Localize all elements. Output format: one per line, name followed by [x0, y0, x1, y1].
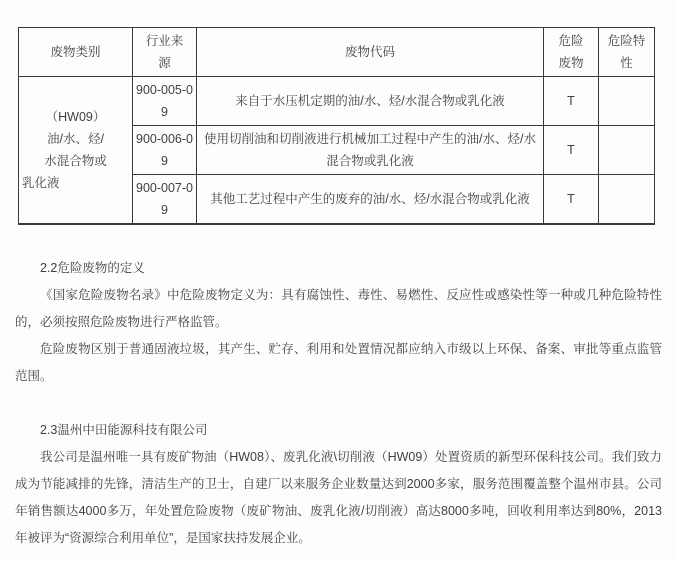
- category-line: （HW09）: [45, 110, 106, 124]
- header-cell-waste-category: [19, 28, 133, 77]
- table-header-row: [19, 28, 655, 77]
- header-cell-waste-code: [197, 28, 544, 77]
- waste-description-cell: 其他工艺过程中产生的废弃的油/水、烃/水混合物或乳化液: [197, 175, 544, 225]
- table-row: [19, 77, 655, 126]
- characteristic-cell: [599, 77, 655, 126]
- category-line: 油/水、烃/: [47, 132, 104, 146]
- header-cell-hazard-characteristic: [599, 28, 655, 77]
- characteristic-cell: [599, 175, 655, 225]
- header-label: 废物代码: [344, 45, 395, 59]
- waste-code-cell: 900-007-09: [133, 175, 197, 225]
- waste-category-cell: [19, 77, 133, 225]
- section-heading: 2.3温州中田能源科技有限公司: [40, 423, 208, 437]
- section-heading: 2.2危险废物的定义: [40, 261, 145, 275]
- waste-description-cell: 使用切削油和切削液进行机械加工过程中产生的油/水、烃/水混合物或乳化液: [197, 126, 544, 175]
- waste-code-cell: 900-006-09: [133, 126, 197, 175]
- paragraph: 我公司是温州唯一具有废矿物油（HW08）、废乳化液\切削液（HW09）处置资质的新型环保科技公司。我们致力成为节能减排的先锋，清洁生产的卫士，自建厂以来服务企业数量达到2000多家，服务范围覆盖整个温州市县。公司年销售额达4000多万，年处置危险废物（废矿物油、废乳化液/切削液）高达8000多吨，回收利用率达到80%，2013年被评为“资源综合利用单位”，是国家扶持发展企业。: [15, 450, 662, 545]
- header-label: 行业来源: [145, 34, 184, 70]
- hazardous-flag-cell: T: [544, 126, 599, 175]
- waste-code-cell: 900-005-09: [133, 77, 197, 126]
- hazardous-flag-cell: T: [544, 77, 599, 126]
- header-label: 危险特性: [607, 34, 646, 70]
- header-cell-hazardous-waste: [544, 28, 599, 77]
- document-body: [15, 255, 662, 552]
- header-cell-industry-source: [133, 28, 197, 77]
- category-line: 乳化液: [22, 176, 60, 190]
- category-line: 水混合物或: [44, 154, 107, 168]
- section-2-2: [15, 255, 662, 390]
- characteristic-cell: [599, 126, 655, 175]
- hazardous-waste-table: [18, 27, 655, 225]
- waste-description-cell: 来自于水压机定期的油/水、烃/水混合物或乳化液: [197, 77, 544, 126]
- header-label: 危险废物: [558, 34, 584, 70]
- header-label: 废物类别: [50, 45, 101, 59]
- paragraph: 《国家危险废物名录》中危险废物定义为：具有腐蚀性、毒性、易燃性、反应性或感染性等一种或几种危险特性的，必须按照危险废物进行严格监管。: [15, 288, 662, 329]
- hazardous-flag-cell: T: [544, 175, 599, 225]
- paragraph: 危险废物区别于普通固液垃圾，其产生、贮存、利用和处置情况都应纳入市级以上环保、备案、审批等重点监管范围。: [15, 342, 662, 383]
- section-2-3: [15, 417, 662, 552]
